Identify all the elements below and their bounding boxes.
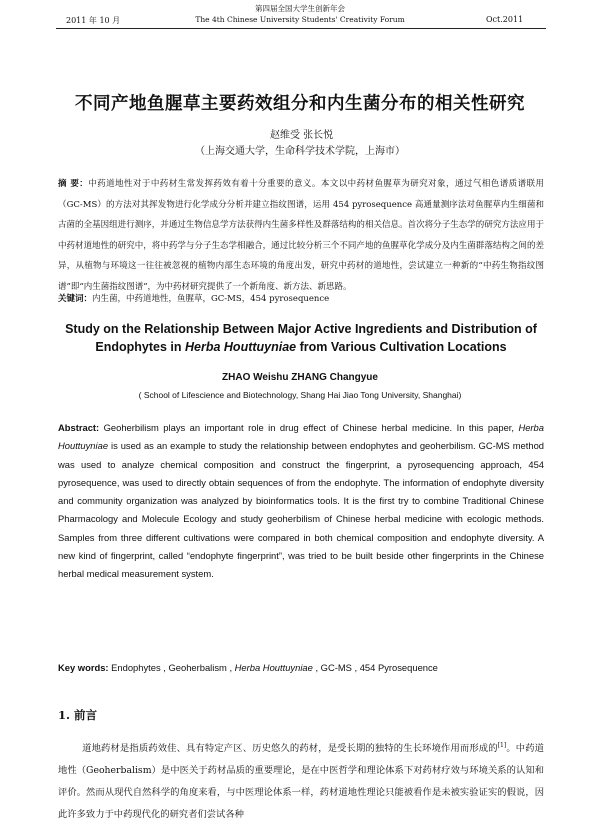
- abstract-en: [58, 419, 544, 584]
- authors-cn: 赵维受 张长悦: [270, 130, 334, 141]
- title-en-part1: Study on the Relationship Between Major Active Ingredients and Distribution of Endophytes in: [65, 322, 537, 354]
- title-en-species: Herba Houttuyniae: [185, 340, 297, 354]
- section-text-2: 。中药道地性（Geoherbalism）是中医关于药材品质的重要理论，是在中医哲学和理论体系下对药材疗效与环境关系的认知和评价。然而从现代自然科学的角度来看，与中医理论体系一样，药材道地性理论只能被看作是未被实验证实的假说，因此许多致力于中药现代化的研究者们尝试各种: [58, 743, 544, 821]
- authors-en: ZHAO Weishu ZHANG Changyue: [222, 372, 378, 383]
- conference-name-cn: 第四届全国大学生创新年会: [255, 4, 345, 13]
- keywords-cn-label: 关键词：: [58, 294, 93, 304]
- header-date-en: Oct.2011: [486, 15, 524, 24]
- keywords-en-part1: Endophytes , Geoherbalism ,: [108, 662, 235, 673]
- keywords-en-species: Herba Houttuyniae: [234, 662, 313, 673]
- abstract-cn-text: 中药道地性对于中药材生常发挥药效有着十分重要的意义。本文以中药材鱼腥草为研究对象，通过气相色谱质谱联用（GC-MS）的方法对其挥发物进行化学成分分析并建立指纹图谱，运用 454 pyrosequence 高通量测序法对鱼腥草内生细菌和古菌的全基因组进行测序，并通过生物信息学方法获得内生菌多样性及群落结构的相关信息。首次将分子生态学的研究方法应用于中药材道地性的研究中，将中药学与分子生态学相融合，通过比较分析三个不同产地的鱼腥草化学成分及内生菌群落结构之间的差异，从植物与环境这一往往被忽视的植物内部生态环境的角度出发，研究中药材的道地性，尝试建立一种新的“中药生物指纹图谱”即“内生菌指纹图谱”，为中药材研究提供了一个新角度、新方法、新思路。: [58, 179, 544, 292]
- title-en-part2: from Various Cultivation Locations: [296, 340, 507, 354]
- reference-marker: [1]: [497, 742, 507, 749]
- abstract-en-part1: Geoherbilism plays an important role in drug effect of Chinese herbal medicine. In this paper,: [99, 422, 519, 433]
- forum-name-en: The 4th Chinese University Students' Creativity Forum: [195, 15, 405, 24]
- paper-title-cn: 不同产地鱼腥草主要药效组分和内生菌分布的相关性研究: [75, 94, 525, 114]
- section-text-1: 道地药材是指质药效佳、具有特定产区、历史悠久的药材，是受长期的独特的生长环境作用而形成的: [82, 743, 498, 755]
- keywords-en-part2: , GC-MS , 454 Pyrosequence: [312, 662, 438, 673]
- keywords-cn-text: 内生菌，中药道地性，鱼腥草，GC-MS，454 pyrosequence: [92, 294, 330, 304]
- abstract-en-species: Herba Houttuyniae: [58, 422, 544, 452]
- keywords-en: [58, 662, 544, 673]
- affiliation-cn: （上海交通大学，生命科学技术学院，上海市）: [195, 146, 405, 157]
- affiliation-en: ( School of Lifescience and Biotechnology, Shang Hai Jiao Tong University, Shanghai): [138, 390, 462, 400]
- abstract-en-label: Abstract:: [58, 422, 100, 433]
- header-divider: [56, 28, 546, 29]
- paper-title-en: [58, 320, 544, 356]
- keywords-en-label: Key words:: [58, 662, 109, 673]
- abstract-cn-label: 摘 要：: [58, 179, 89, 189]
- section-body: [58, 735, 544, 826]
- abstract-cn: [58, 174, 544, 297]
- section-heading: 1. 前言: [58, 708, 98, 722]
- header-date-cn: 2011 年 10 月: [66, 16, 121, 25]
- abstract-en-part2: is used as an example to study the relationship between endophytes and geoherbilism. GC-MS method was used to analyze chemical composition and construct the fingerprint, a pyrosequencing approach, 454 pyrosequence, was used to directly obtain sequences of from the endophyte. The information of endophyte diversity and community organization was analyzed by bioinformatics tools. It is the first try to combine Traditional Chinese Pharmacology and Molecule Ecology and study geoherbilism of Chinese herbal medicine with ecologic methods. Samples from three different cultivations were compared in both chemical composition and endophyte diversity. A new kind of fingerprint, called “endophyte fingerprint”, was tried to be built beside other fingerprints in the Chinese herbal medical measurement system.: [58, 440, 544, 580]
- keywords-cn: [58, 292, 544, 304]
